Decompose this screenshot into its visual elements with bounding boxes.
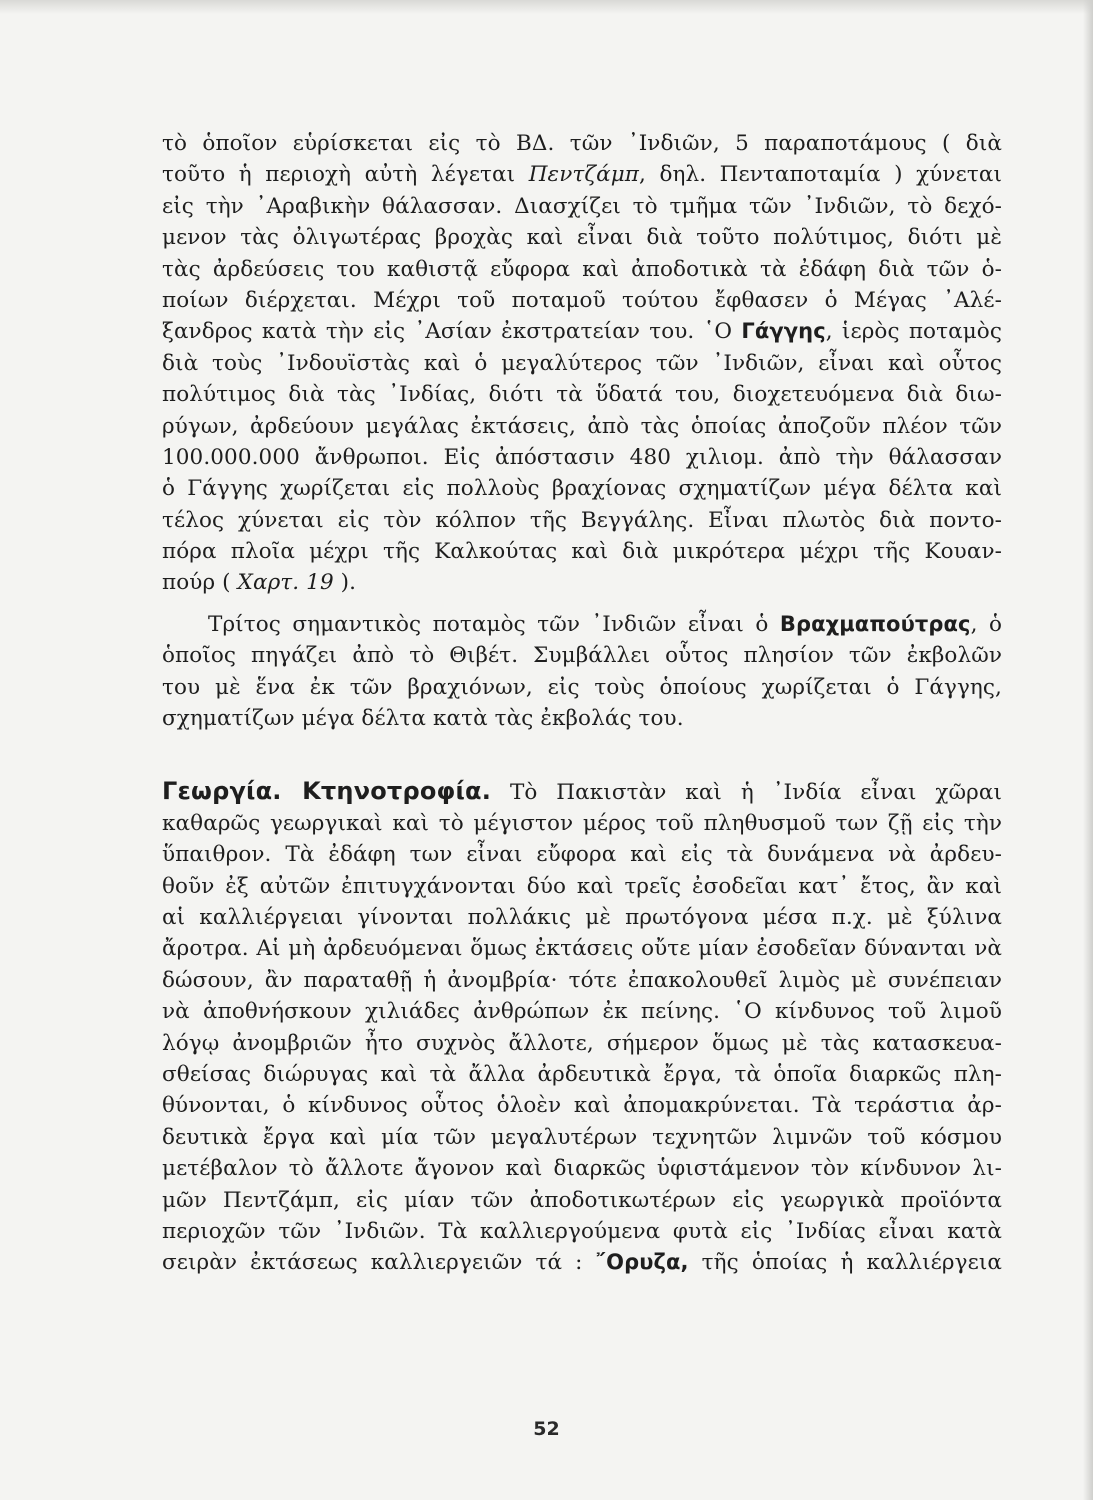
text-line xyxy=(162,609,1002,640)
text-line: πόρα πλοῖα μέχρι τῆς Καλκούτας καὶ διὰ μικρότερα μέχρι τῆς Κουαν- xyxy=(162,539,1002,565)
text-span: σειρὰν ἐκτάσεως καλλιεργειῶν τά : xyxy=(162,1250,596,1276)
text-line: ὁποῖος πηγάζει ἀπὸ τὸ Θιβέτ. Συμβάλλει οὗτος πλησίον τῶν ἐκβολῶν xyxy=(162,643,1002,669)
text-span: Τρίτος σημαντικὸς ποταμὸς τῶν ᾿Ινδιῶν εἶναι ὁ xyxy=(208,611,780,637)
text-line: ὁ Γάγγης χωρίζεται εἰς πολλοὺς βραχίονας σχηματίζων μέγα δέλτα καὶ xyxy=(162,476,1002,502)
text-line: μετέβαλον τὸ ἄλλοτε ἄγονον καὶ διαρκῶς ὑφιστάμενον τὸν κίνδυνον λι- xyxy=(162,1156,1002,1182)
text-line: θοῦν ἐξ αὐτῶν ἐπιτυγχάνονται δύο καὶ τρεῖς ἐσοδεῖαι κατ᾿ ἔτος, ἂν καὶ xyxy=(162,873,1002,899)
section-agriculture xyxy=(162,776,1002,1278)
text-span: τῆς ὁποίας ἡ καλλιέργεια xyxy=(688,1250,1002,1276)
text-line: περιοχῶν τῶν ᾿Ινδιῶν. Τὰ καλλιεργούμενα φυτὰ εἰς ᾿Ινδίας εἶναι κατὰ xyxy=(162,1218,1002,1244)
text-line: 100.000.000 ἄνθρωποι. Εἰς ἀπόστασιν 480 χιλιομ. ἀπὸ τὴν θάλασσαν xyxy=(162,444,1002,470)
text-line: διὰ τοὺς ᾿Ινδουϊστὰς καὶ ὁ μεγαλύτερος τῶν ᾿Ινδιῶν, εἶναι καὶ οὗτος xyxy=(162,350,1002,376)
text-line: εἰς τὴν ᾿Αραβικὴν θάλασσαν. Διασχίζει τὸ τμῆμα τῶν ᾿Ινδιῶν, τὸ δεχό- xyxy=(162,193,1002,219)
text-span: Τὸ Πακιστὰν καὶ ἡ ᾿Ινδία εἶναι χῶραι xyxy=(491,780,1003,806)
paragraph-brahmaputra xyxy=(162,609,1002,735)
text-line xyxy=(162,567,1002,598)
text-span: , ἱερὸς ποταμὸς xyxy=(825,319,1002,345)
text-line xyxy=(162,776,1002,807)
text-span: τοῦτο ἡ περιοχὴ αὐτὴ λέγεται xyxy=(162,162,529,188)
text-line: δώσουν, ἂν παραταθῇ ἡ ἀνομβρία· τότε ἐπακολουθεῖ λιμὸς μὲ συνέπειαν xyxy=(162,967,1002,993)
text-line: σχηματίζων μέγα δέλτα κατὰ τὰς ἐκβολάς του. xyxy=(162,706,684,732)
text-line: δευτικὰ ἔργα καὶ μία τῶν μεγαλυτέρων τεχνητῶν λιμνῶν τοῦ κόσμου xyxy=(162,1124,1002,1150)
text-line: λόγῳ ἀνομβριῶν ἦτο συχνὸς ἄλλοτε, σήμερον ὅμως μὲ τὰς κατασκευα- xyxy=(162,1030,1002,1056)
text-line: αἱ καλλιέργειαι γίνονται πολλάκις μὲ πρωτόγονα μέσα π.χ. μὲ ξύλινα xyxy=(162,904,1002,930)
text-line xyxy=(162,1247,1002,1278)
text-line: καθαρῶς γεωργικαὶ καὶ τὸ μέγιστον μέρος τοῦ πληθυσμοῦ των ζῇ εἰς τὴν xyxy=(162,810,1002,836)
bold-term-rice: ῎Ορυζα, xyxy=(595,1250,689,1275)
italic-term: Πεντζάμπ xyxy=(528,162,640,188)
text-span: ). xyxy=(333,570,357,596)
text-span: , ὁ xyxy=(970,611,1002,637)
text-line: θύνονται, ὁ κίνδυνος οὗτος ὁλοὲν καὶ ἀπομακρύνεται. Τὰ τεράστια ἀρ- xyxy=(162,1093,1002,1119)
text-line: τέλος χύνεται εἰς τὸν κόλπον τῆς Βεγγάλης. Εἶναι πλωτὸς διὰ ποντο- xyxy=(162,507,1002,533)
paragraph-gap xyxy=(162,599,1002,609)
text-line: σθείσας διώρυγας καὶ τὰ ἄλλα ἀρδευτικὰ ἔργα, τὰ ὁποῖα διαρκῶς πλη- xyxy=(162,1061,1002,1087)
text-line: πολύτιμος διὰ τὰς ᾿Ινδίας, διότι τὰ ὕδατά του, διοχετευόμενα διὰ διω- xyxy=(162,382,1002,408)
section-heading: Γεωργία. Κτηνοτροφία. xyxy=(162,777,492,806)
bold-term-brahmaputra: Βραχμαπούτρας xyxy=(779,611,971,636)
map-reference: Χαρτ. 19 xyxy=(237,570,334,596)
text-line: μῶν Πεντζάμπ, εἰς μίαν τῶν ἀποδοτικωτέρων εἰς γεωργικὰ προϊόντα xyxy=(162,1187,1002,1213)
scan-shadow-top xyxy=(0,0,1093,14)
section-gap xyxy=(162,734,1002,776)
text-line: μενον τὰς ὀλιγωτέρας βροχὰς καὶ εἶναι διὰ τοῦτο πολύτιμος, διότι μὲ xyxy=(162,225,1002,251)
text-line: ὕπαιθρον. Τὰ ἐδάφη των εἶναι εὔφορα καὶ εἰς τὰ δυνάμενα νὰ ἀρδευ- xyxy=(162,842,1002,868)
text-line xyxy=(162,316,1002,347)
text-line xyxy=(162,159,1002,190)
text-line: τὰς ἀρδεύσεις του καθιστᾷ εὔφορα καὶ ἀποδοτικὰ τὰ ἐδάφη διὰ τῶν ὁ- xyxy=(162,256,1002,282)
text-line: τὸ ὁποῖον εὑρίσκεται εἰς τὸ ΒΔ. τῶν ᾿Ινδιῶν, 5 παραποτάμους ( διὰ xyxy=(162,131,1002,156)
page-number: 52 xyxy=(533,1418,560,1440)
scan-shadow-right xyxy=(1083,0,1093,1500)
text-line: του μὲ ἕνα ἐκ τῶν βραχιόνων, εἰς τοὺς ὁποίους χωρίζεται ὁ Γάγγης, xyxy=(162,674,1002,700)
text-line: ρύγων, ἀρδεύουν μεγάλας ἐκτάσεις, ἀπὸ τὰς ὁποίας ἀποζοῦν πλέον τῶν xyxy=(162,413,1002,439)
text-span: , δηλ. Πενταποταμία ) χύνεται xyxy=(639,162,1002,188)
paragraph-rivers xyxy=(162,128,1002,599)
text-span: πούρ ( xyxy=(162,570,238,596)
text-line: ἄροτρα. Αἱ μὴ ἀρδευόμεναι ὅμως ἐκτάσεις οὔτε μίαν ἐσοδεῖαν δύνανται νὰ xyxy=(162,936,1002,962)
text-line: ποίων διέρχεται. Μέχρι τοῦ ποταμοῦ τούτου ἔφθασεν ὁ Μέγας ᾿Αλέ- xyxy=(162,287,1002,313)
page-body xyxy=(162,128,1002,1279)
text-line: νὰ ἀποθνήσκουν χιλιάδες ἀνθρώπων ἐκ πείνης. ῾Ο κίνδυνος τοῦ λιμοῦ xyxy=(162,999,1002,1025)
bold-term-ganges: Γάγγης xyxy=(741,319,826,344)
text-span: ξανδρος κατὰ τὴν εἰς ᾿Ασίαν ἐκστρατείαν του. ῾Ο xyxy=(162,319,742,345)
